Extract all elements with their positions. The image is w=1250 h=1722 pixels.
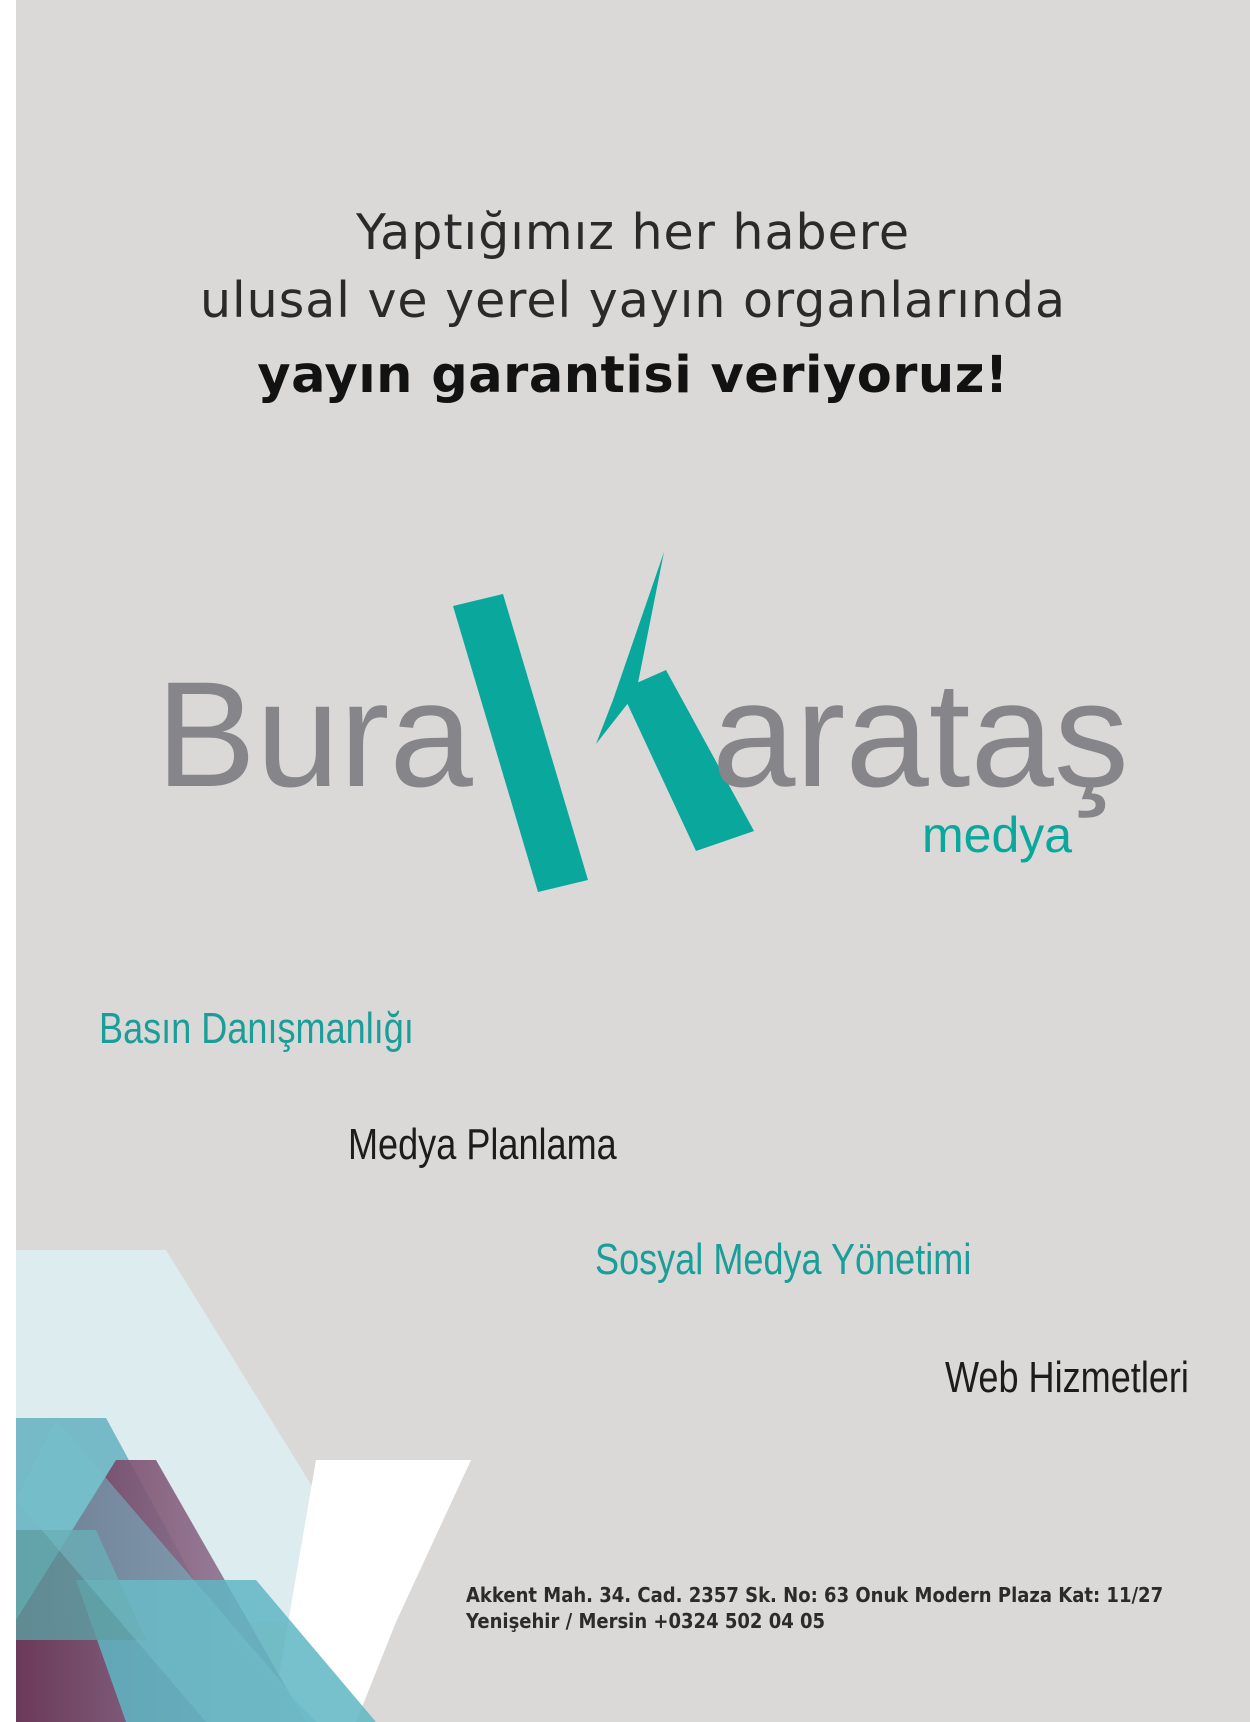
address-line-1: Akkent Mah. 34. Cad. 2357 Sk. No: 63 Onuk Modern Plaza Kat: 11/27 <box>466 1583 1164 1607</box>
address-block <box>466 1582 1163 1634</box>
poster <box>16 0 1250 1722</box>
logo-text-right: arataş <box>712 650 1129 818</box>
service-web-hizmetleri: Web Hizmetleri <box>945 1353 1189 1402</box>
headline-line-2: ulusal ve yerel yayın organlarında <box>199 272 1067 329</box>
service-medya-planlama: Medya Planlama <box>348 1120 617 1169</box>
headline-line-3: yayın garantisi veriyoruz! <box>257 346 1009 405</box>
logo-text-left: Bura <box>156 650 473 818</box>
logo-subtext: medya <box>922 807 1073 863</box>
service-sosyal-medya: Sosyal Medya Yönetimi <box>595 1235 972 1284</box>
headline-line-1: Yaptığımız her habere <box>356 204 910 261</box>
service-basin-danismanligi: Basın Danışmanlığı <box>99 1004 414 1053</box>
address-line-2: Yenişehir / Mersin +0324 502 04 05 <box>466 1609 826 1633</box>
geometric-decoration <box>16 0 616 1722</box>
